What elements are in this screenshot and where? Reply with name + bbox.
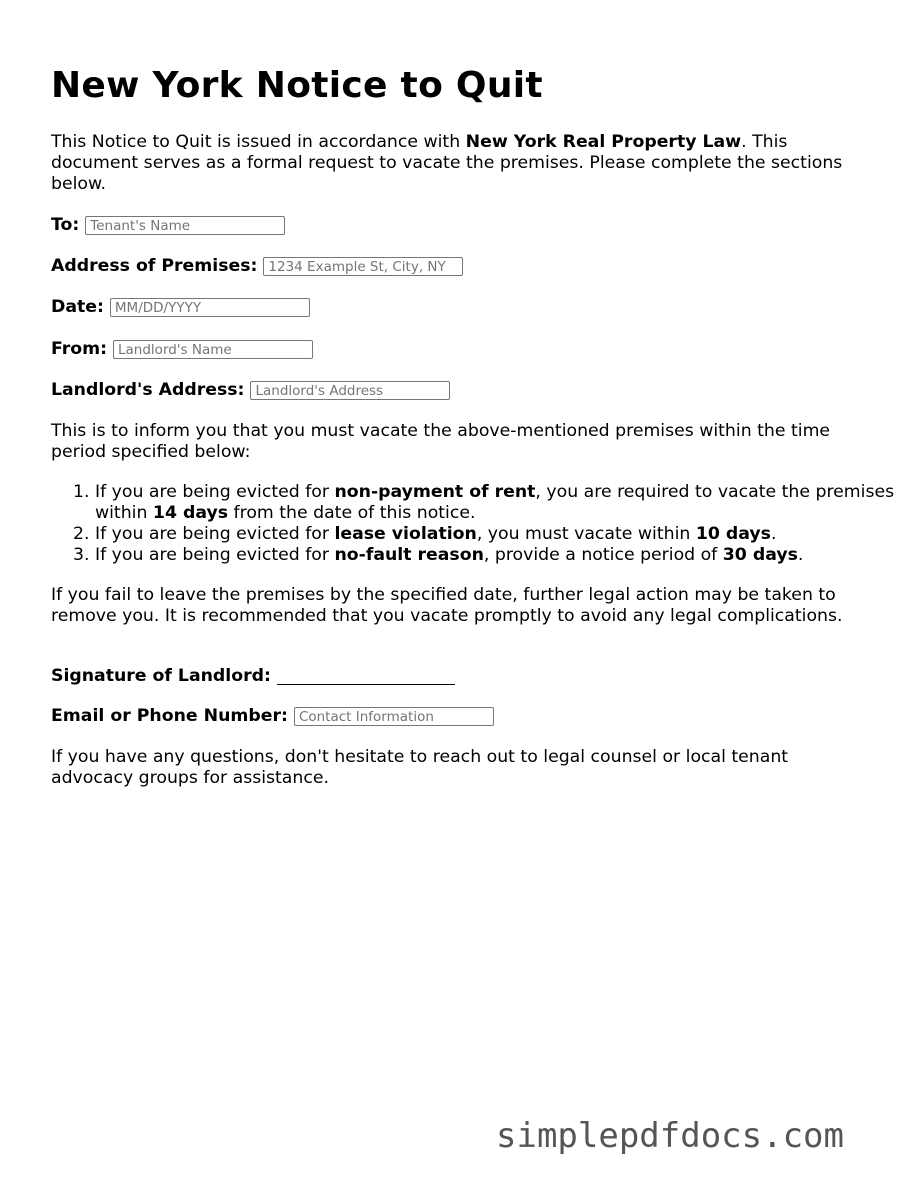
condition-suffix: . [770, 524, 777, 544]
contact-input[interactable] [294, 707, 494, 726]
condition-middle: , you must vacate within [476, 524, 696, 544]
warning-paragraph: If you fail to leave the premises by the specified date, further legal action may be taken to remove you. It is recommended that you vacate promptly to avoid any legal complications. [51, 585, 843, 626]
condition-period: 14 days [152, 503, 229, 523]
list-item [95, 524, 895, 545]
landlord-address-label: Landlord's Address: [51, 380, 245, 400]
condition-suffix: . [797, 545, 804, 565]
address-row [51, 256, 463, 277]
tenant-name-input[interactable] [85, 216, 285, 235]
from-label: From: [51, 339, 108, 359]
eviction-conditions-list [51, 482, 895, 566]
list-item [95, 545, 895, 566]
condition-period: 30 days [722, 545, 798, 565]
landlord-address-input[interactable] [250, 381, 450, 400]
date-label: Date: [51, 297, 104, 317]
signature-label: Signature of Landlord: [51, 666, 271, 686]
landlord-name-input[interactable] [113, 340, 313, 359]
signature-row [51, 666, 455, 687]
law-name: New York Real Property Law [465, 132, 742, 152]
condition-suffix: from the date of this notice. [228, 503, 476, 523]
condition-reason: lease violation [334, 524, 477, 544]
landlord-address-row [51, 380, 450, 401]
date-input[interactable] [110, 298, 310, 317]
premises-address-input[interactable] [263, 257, 463, 276]
intro-text-after: . This document serves as a formal request to vacate the premises. Please complete the sections below. [51, 132, 843, 194]
list-item [95, 482, 895, 524]
closing-paragraph: If you have any questions, don't hesitate to reach out to legal counsel or local tenant advocacy groups for assistance. [51, 747, 789, 788]
page-title: New York Notice to Quit [51, 65, 543, 106]
intro-paragraph [51, 132, 866, 195]
condition-prefix: If you are being evicted for [95, 545, 335, 565]
date-row [51, 297, 310, 318]
to-label: To: [51, 215, 80, 235]
intro-text-before: This Notice to Quit is issued in accordance with [51, 132, 466, 152]
from-row [51, 339, 313, 360]
condition-middle: , you are required to vacate the premises within [95, 482, 895, 523]
to-row [51, 215, 285, 236]
condition-prefix: If you are being evicted for [95, 482, 335, 502]
condition-reason: no-fault reason [334, 545, 484, 565]
contact-label: Email or Phone Number: [51, 706, 288, 726]
watermark-brand: simplepdfdocs.com [496, 1116, 844, 1156]
contact-row [51, 706, 494, 727]
notice-paragraph: This is to inform you that you must vacate the above-mentioned premises within the time period specified below: [51, 421, 831, 462]
address-label: Address of Premises: [51, 256, 258, 276]
signature-line[interactable] [277, 669, 455, 685]
condition-middle: , provide a notice period of [483, 545, 723, 565]
condition-prefix: If you are being evicted for [95, 524, 335, 544]
condition-reason: non-payment of rent [334, 482, 536, 502]
condition-period: 10 days [695, 524, 771, 544]
